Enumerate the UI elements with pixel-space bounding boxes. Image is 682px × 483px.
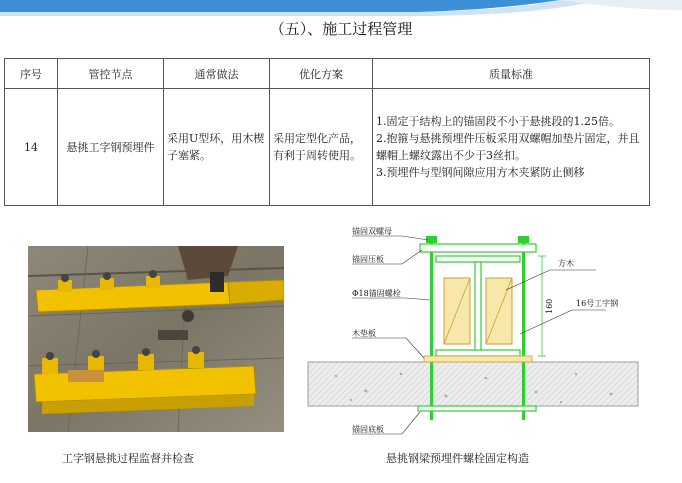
label-wood-pad: 木垫板 bbox=[352, 329, 376, 338]
table-header-row bbox=[5, 59, 650, 89]
cell-no: 14 bbox=[5, 89, 58, 206]
diagram-caption: 悬挑钢梁预埋件螺栓固定构造 bbox=[386, 452, 529, 465]
cell-standard bbox=[373, 89, 650, 206]
page-title: （五）、施工过程管理 bbox=[269, 20, 413, 38]
header-optimized: 优化方案 bbox=[270, 59, 373, 89]
table-row bbox=[5, 89, 650, 206]
label-i-beam: 16号工字钢 bbox=[576, 299, 619, 308]
label-square-timber: 方木 bbox=[558, 259, 574, 268]
label-press-plate: 锚固压板 bbox=[352, 255, 384, 264]
standard-item-1: 1.固定于结构上的锚固段不小于悬挑段的1.25倍。 bbox=[376, 115, 620, 128]
header-no: 序号 bbox=[5, 59, 58, 89]
label-bolt: Φ18锚固螺栓 bbox=[352, 289, 401, 298]
header-standard: 质量标准 bbox=[373, 59, 650, 89]
header-decoration bbox=[0, 0, 682, 18]
cell-usual: 采用U型环，用木楔子塞紧。 bbox=[164, 89, 270, 206]
standard-item-3: 3.预埋件与型钢间隙应用方木夹紧防止侧移 bbox=[376, 166, 585, 179]
header-node: 管控节点 bbox=[58, 59, 164, 89]
label-base-plate: 锚固底板 bbox=[352, 425, 384, 434]
cell-optimized: 采用定型化产品，有利于周转使用。 bbox=[270, 89, 373, 206]
construction-photo bbox=[28, 246, 284, 432]
photo-caption: 工字钢悬挑过程监督并检查 bbox=[62, 452, 194, 465]
cell-node: 悬挑工字钢预埋件 bbox=[58, 89, 164, 206]
anchor-diagram bbox=[306, 226, 652, 452]
standard-item-2: 2.抱箍与悬挑预埋件压板采用双螺帽加垫片固定，并且螺帽上螺纹露出不少于3丝扣。 bbox=[376, 132, 640, 162]
dimension-label: 160 bbox=[545, 298, 554, 314]
label-double-nut: 锚固双螺母 bbox=[352, 227, 392, 236]
quality-standard-table bbox=[4, 58, 650, 206]
header-usual: 通常做法 bbox=[164, 59, 270, 89]
